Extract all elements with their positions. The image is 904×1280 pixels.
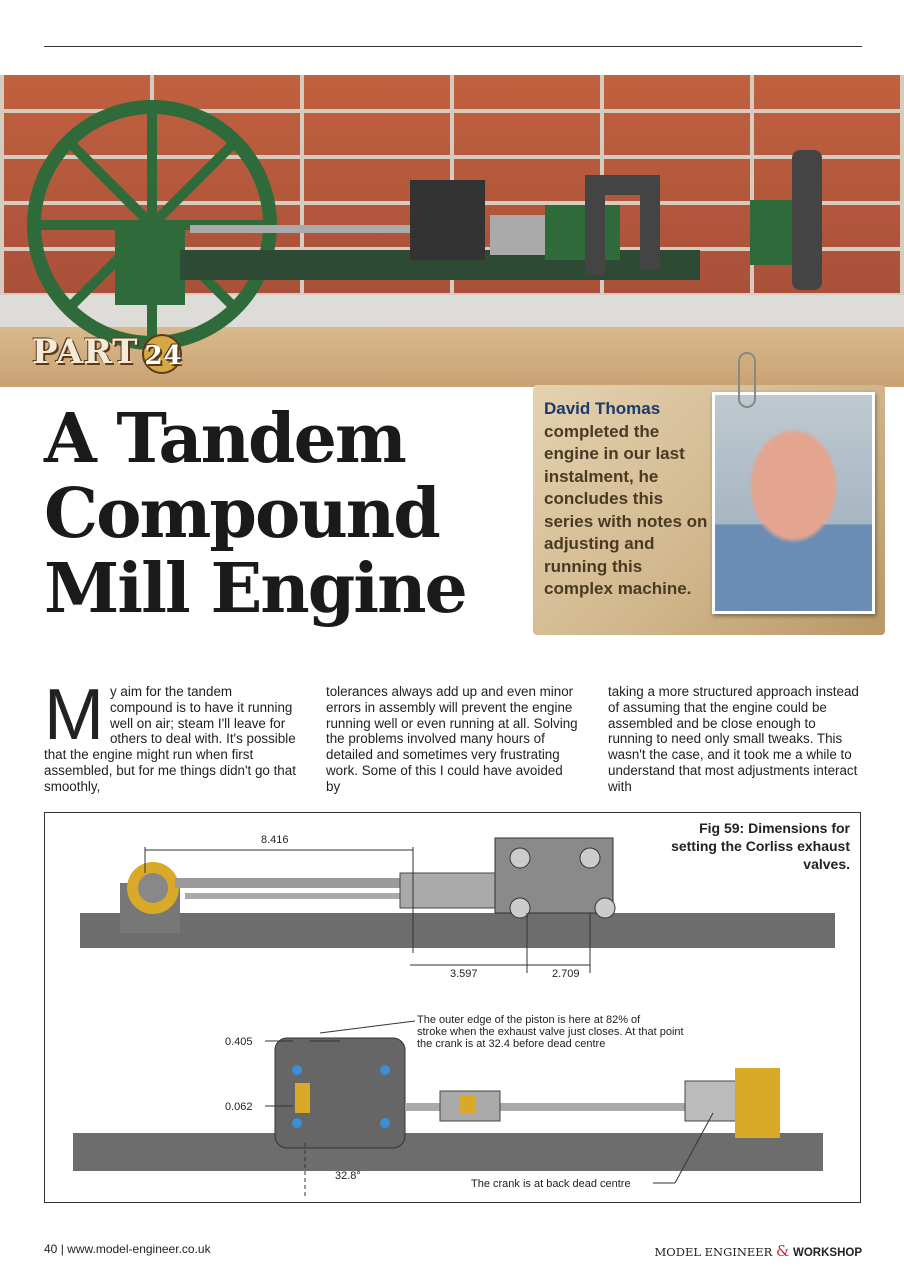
figure-59 (44, 812, 861, 1203)
body-column-2: tolerances always add up and even minor errors in assembly will prevent the engine running well or even running at all. Solving the problems involved many hours of detailed and sometimes very frustrating work. Some of this I could have avoided by (326, 684, 578, 794)
paperclip-icon (738, 352, 756, 408)
top-rule (44, 46, 862, 47)
brand-ampersand: & (775, 1242, 790, 1260)
engine-photo (0, 75, 904, 387)
article-body (44, 675, 862, 795)
author-portrait (712, 392, 875, 614)
dim-angle: 32.8° (335, 1170, 361, 1182)
part-number: 24 (142, 334, 182, 374)
article-title (44, 399, 466, 629)
page-number: 40 (44, 1242, 58, 1256)
brand-name: MODEL ENGINEER (654, 1245, 773, 1259)
body-text-1: y aim for the tandem compound is to have it running well on air; steam I'll leave for others to deal with. It's possible that the engine might run when first assembled, but for me things didn't go that smoothly, (44, 684, 296, 794)
note-crank: The crank is at back dead centre (471, 1178, 631, 1190)
title-line-1: A Tandem (44, 399, 405, 479)
magazine-brand (655, 1242, 862, 1260)
dim-0405: 0.405 (225, 1036, 253, 1048)
note-piston-2: stroke when the exhaust valve just closes. At that point (417, 1026, 684, 1038)
dim-2709: 2.709 (552, 968, 580, 980)
author-standfirst: completed the engine in our last instalment, he concludes this series with notes on adjusting and running this complex machine. (544, 421, 708, 598)
technical-drawing (45, 813, 860, 1202)
website-url[interactable]: www.model-engineer.co.uk (67, 1242, 211, 1256)
author-intro (544, 398, 714, 601)
note-piston-3: the crank is at 32.4 before dead centre (417, 1038, 606, 1050)
body-column-3: taking a more structured approach instead of assuming that the engine could be assembled and be close enough to running to need only small tweaks. This wasn't the case, and it took me a while to understand that most adjustments interact with (608, 684, 859, 794)
page-footer (44, 1242, 862, 1260)
part-badge (32, 332, 182, 374)
body-column-1 (44, 675, 296, 795)
title-line-2: Compound (44, 474, 439, 554)
footer-separator: | (60, 1242, 64, 1256)
note-piston-1: The outer edge of the piston is here at 82% of (417, 1014, 641, 1026)
figure-caption: Fig 59: Dimensions for setting the Corliss exhaust valves. (671, 820, 850, 872)
brand-workshop: WORKSHOP (793, 1247, 862, 1259)
drop-cap: M (44, 675, 104, 755)
dim-8416: 8.416 (261, 834, 289, 846)
title-line-3: Mill Engine (44, 549, 466, 629)
dim-3597: 3.597 (450, 968, 478, 980)
dim-0062: 0.062 (225, 1101, 253, 1113)
author-name: David Thomas (544, 399, 661, 418)
part-label: PART (32, 332, 139, 372)
